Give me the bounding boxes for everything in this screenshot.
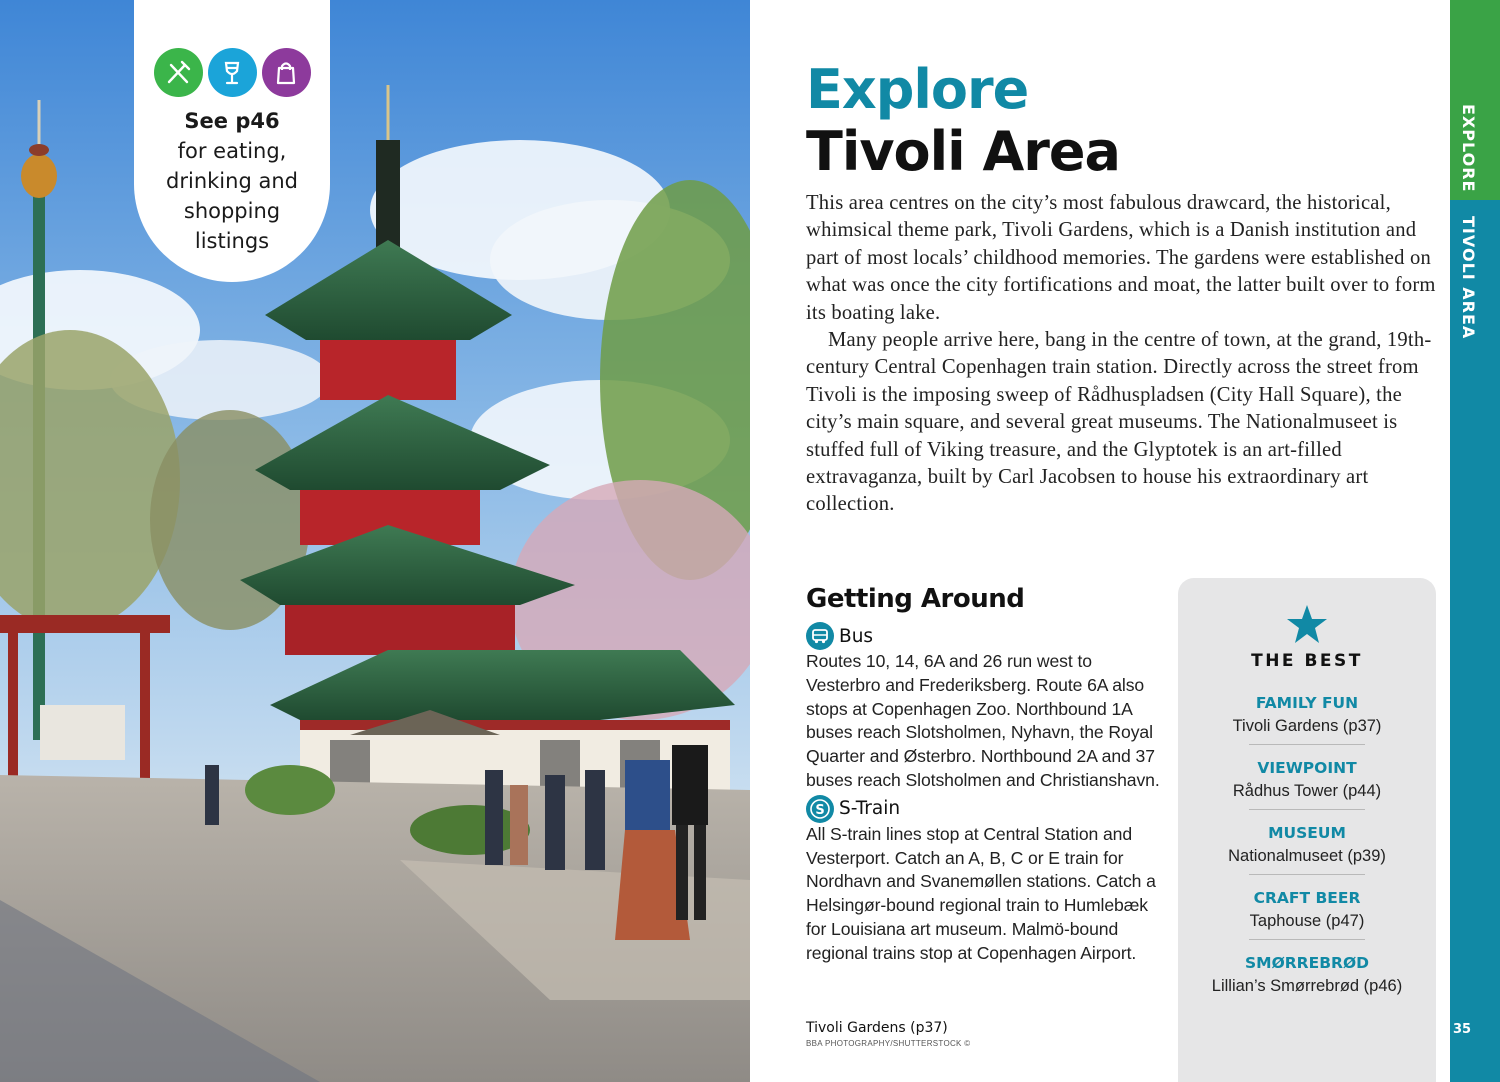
intro-paragraph-1: This area centres on the city’s most fabulous drawcard, the historical, whimsical theme park, Tivoli Gardens, which is a Danish institution and part of most locals’ childhood memories. The gardens were established on what was once the city fortifications and moat, the latter built over to form its boating lake. [806, 192, 1436, 324]
listing-category-icons [134, 48, 330, 97]
intro-paragraph-2: Many people arrive here, bang in the centre of town, at the grand, 19th-century Central Copenhagen train station. Directly across the street from Tivoli is the imposing sweep of Rådhuspladsen (City Hall Square), the city’s main square, and several great museums. The Nationalmuseet is stuffed full of Viking treasure, and the Glyptotek is an art-filled extravaganza, built by Carl Jacobsen to house his extraordinary art collection. [806, 329, 1432, 516]
tab-explore-label: EXPLORE [1459, 104, 1478, 193]
see-listings-description: for eating, drinking and shopping listings [166, 139, 298, 253]
divider [1249, 809, 1365, 810]
fork-knife-icon [154, 48, 203, 97]
shopping-bag-icon [262, 48, 311, 97]
transport-mode-bus [806, 622, 1166, 650]
best-value[interactable]: Taphouse (p47) [1249, 912, 1365, 930]
best-item-craft-beer [1178, 887, 1436, 952]
the-best-box [1178, 578, 1436, 1082]
title-area-name: Tivoli Area [806, 120, 1120, 183]
caption-title[interactable]: Tivoli Gardens (p37) [806, 1020, 948, 1036]
divider [1249, 939, 1365, 940]
bus-description: Routes 10, 14, 6A and 26 run west to Vesterbro and Frederiksberg. Route 6A also stops at Copenhagen Zoo. Northbound 1A buses reach Slotsholmen, Nyhavn, the Royal Quarter and Østerbro. Northbound 2A and 37 buses reach Slotsholmen and Christianshavn. [806, 651, 1160, 790]
best-item-museum [1178, 822, 1436, 887]
see-listings-bubble [134, 0, 330, 282]
the-best-heading: THE BEST [1251, 651, 1363, 671]
star-icon [1178, 604, 1436, 644]
best-item-smorrebrod [1178, 952, 1436, 1017]
s-train-description: All S-train lines stop at Central Station and Vesterport. Catch an A, B, C or E train for Nordhavn and Svanemøllen stations. Catch a Helsingør-bound regional train to Humlebæk for Louisiana art museum. Malmö-bound regional trains stop at Copenhagen Airport. [806, 823, 1156, 963]
best-item-family-fun [1178, 692, 1436, 757]
page-number: 35 [1452, 1022, 1472, 1037]
title-explore: Explore [806, 58, 1029, 121]
svg-text:S: S [815, 802, 825, 818]
best-category: FAMILY FUN [1255, 694, 1359, 712]
see-listings-text [134, 106, 330, 256]
best-value[interactable]: Nationalmuseet (p39) [1228, 847, 1386, 865]
best-category: SMØRREBRØD [1244, 954, 1369, 972]
see-page-reference[interactable]: See p46 [184, 109, 280, 133]
best-category: CRAFT BEER [1253, 889, 1361, 907]
transport-mode-s-train [806, 795, 1166, 823]
intro-text [806, 190, 1440, 519]
photo-caption [806, 1020, 970, 1048]
s-train-icon [806, 795, 834, 823]
bus-label: Bus [839, 625, 874, 647]
tab-explore[interactable] [1450, 0, 1500, 200]
best-value[interactable]: Lillian’s Smørrebrød (p46) [1211, 977, 1403, 995]
photo-credit: BBA PHOTOGRAPHY/SHUTTERSTOCK © [806, 1039, 971, 1048]
best-value[interactable]: Tivoli Gardens (p37) [1232, 717, 1382, 735]
best-item-viewpoint [1178, 757, 1436, 822]
tab-tivoli-area[interactable] [1450, 200, 1500, 1082]
divider [1249, 744, 1365, 745]
bus-icon [806, 622, 834, 650]
s-train-label: S-Train [839, 798, 901, 820]
best-value[interactable]: Rådhus Tower (p44) [1232, 782, 1382, 800]
divider [1249, 874, 1365, 875]
getting-around-section [806, 584, 1166, 968]
best-category: VIEWPOINT [1257, 759, 1357, 777]
best-category: MUSEUM [1268, 824, 1346, 842]
the-best-list [1178, 692, 1436, 1017]
tab-area-label: TIVOLI AREA [1459, 216, 1478, 340]
getting-around-heading: Getting Around [806, 584, 1025, 614]
wine-glass-icon [208, 48, 257, 97]
